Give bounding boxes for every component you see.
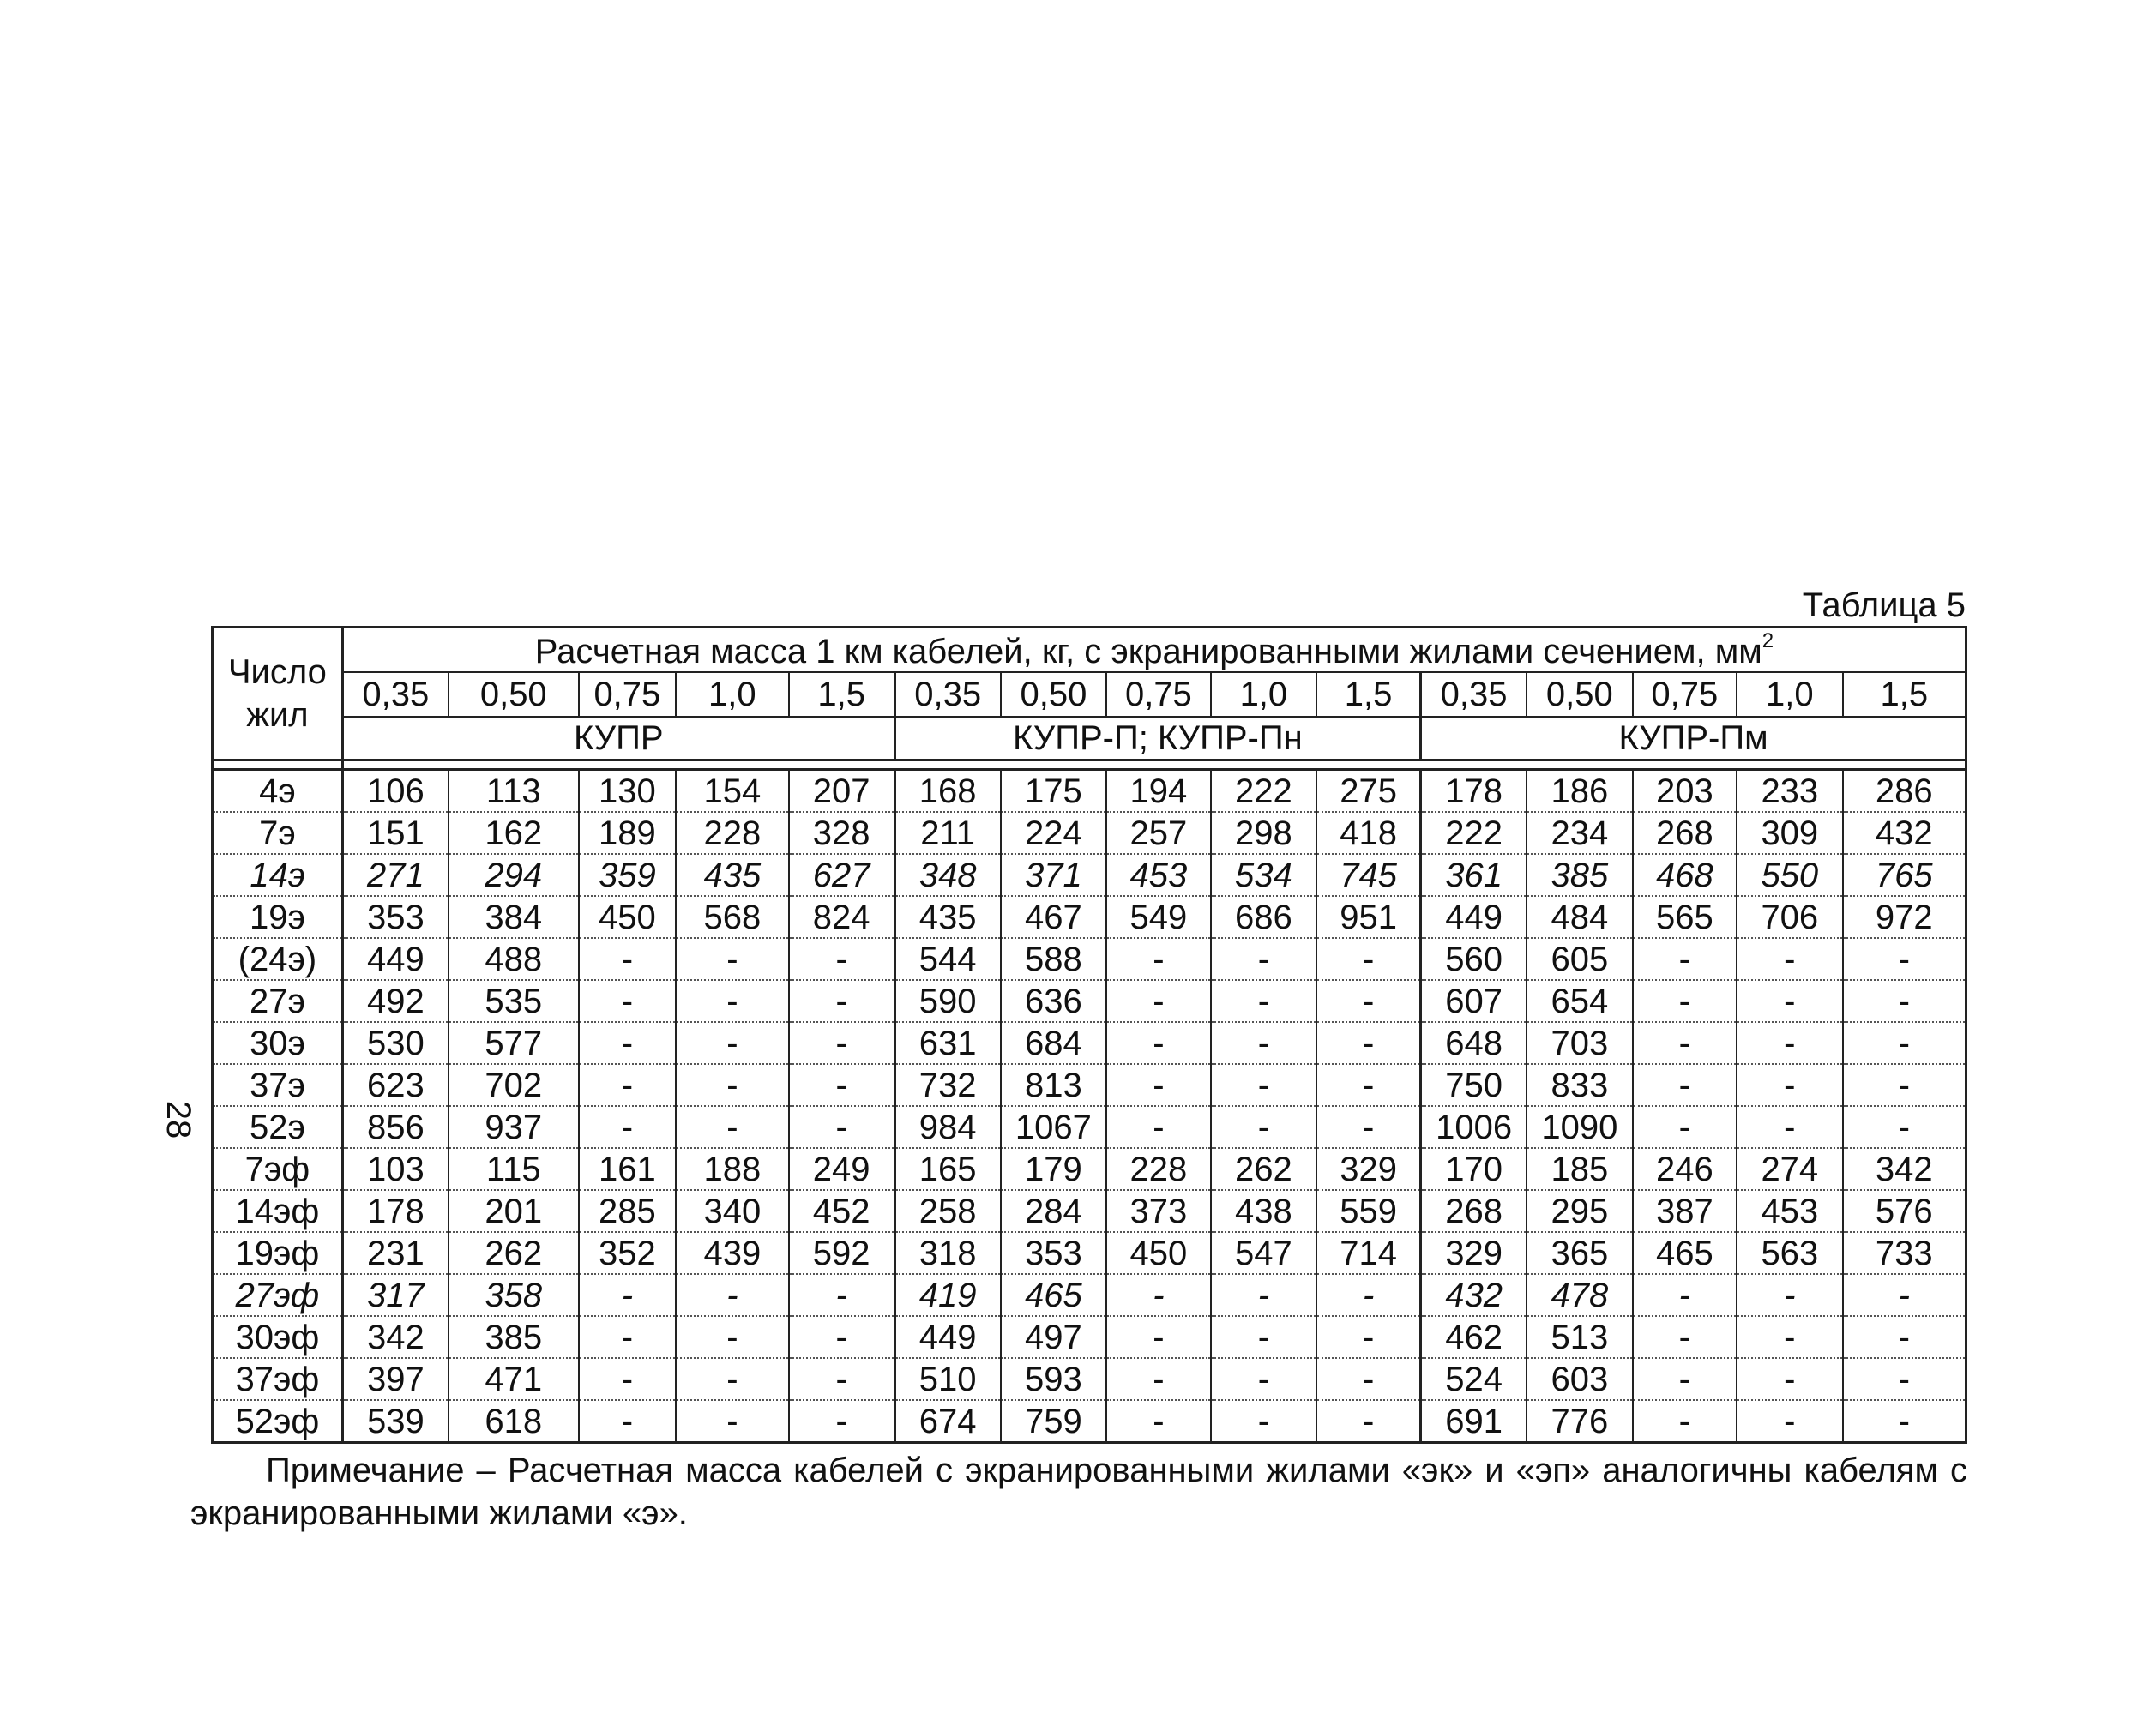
value-cell: - xyxy=(1633,1106,1737,1148)
value-cell: 733 xyxy=(1843,1232,1966,1274)
value-cell: 233 xyxy=(1737,770,1843,813)
row-label-text: Число жил xyxy=(227,653,327,734)
value-cell: - xyxy=(1737,1022,1843,1064)
value-cell: - xyxy=(1843,1316,1966,1358)
value-cell: 462 xyxy=(1421,1316,1527,1358)
value-cell: 371 xyxy=(1001,854,1107,896)
value-cell: 194 xyxy=(1106,770,1210,813)
table-row xyxy=(213,1400,1966,1443)
value-cell: 654 xyxy=(1527,980,1633,1022)
value-cell: - xyxy=(1316,1316,1420,1358)
value-cell: 648 xyxy=(1421,1022,1527,1064)
value-cell: - xyxy=(1843,1064,1966,1106)
value-cell: 340 xyxy=(676,1190,789,1232)
value-cell: 560 xyxy=(1421,938,1527,980)
value-cell: 450 xyxy=(1106,1232,1210,1274)
value-cell: 286 xyxy=(1843,770,1966,813)
row-label-cell: 30эф xyxy=(213,1316,343,1358)
value-cell: - xyxy=(1106,980,1210,1022)
value-cell: 577 xyxy=(449,1022,579,1064)
value-cell: 539 xyxy=(342,1400,449,1443)
value-cell: 329 xyxy=(1316,1148,1420,1190)
table-row xyxy=(213,1190,1966,1232)
value-cell: - xyxy=(579,1316,676,1358)
value-cell: 478 xyxy=(1527,1274,1633,1316)
value-cell: - xyxy=(1316,1022,1420,1064)
value-cell: - xyxy=(1737,980,1843,1022)
value-cell: - xyxy=(789,1022,895,1064)
value-cell: - xyxy=(1211,1064,1317,1106)
value-cell: 951 xyxy=(1316,896,1420,938)
value-cell: 732 xyxy=(894,1064,1001,1106)
value-cell: 706 xyxy=(1737,896,1843,938)
value-cell: 385 xyxy=(1527,854,1633,896)
value-cell: - xyxy=(1316,980,1420,1022)
value-cell: 228 xyxy=(1106,1148,1210,1190)
value-cell: - xyxy=(1106,1274,1210,1316)
value-cell: 151 xyxy=(342,812,449,854)
table-row xyxy=(213,1148,1966,1190)
value-cell: 568 xyxy=(676,896,789,938)
value-cell: 703 xyxy=(1527,1022,1633,1064)
section-header-cell: 0,35 xyxy=(1421,672,1527,717)
group-header-cell: КУПР-П; КУПР-Пн xyxy=(894,717,1420,760)
value-cell: - xyxy=(1843,938,1966,980)
value-cell: - xyxy=(579,1106,676,1148)
value-cell: 359 xyxy=(579,854,676,896)
value-cell: 201 xyxy=(449,1190,579,1232)
value-cell: 211 xyxy=(894,812,1001,854)
value-cell: 547 xyxy=(1211,1232,1317,1274)
section-header-cell: 0,35 xyxy=(342,672,449,717)
value-cell: - xyxy=(1211,938,1317,980)
row-label-cell: 19эф xyxy=(213,1232,343,1274)
value-cell: 168 xyxy=(894,770,1001,813)
value-cell: - xyxy=(676,938,789,980)
value-cell: 165 xyxy=(894,1148,1001,1190)
row-label-cell: 14э xyxy=(213,854,343,896)
value-cell: - xyxy=(1106,1022,1210,1064)
value-cell: 435 xyxy=(894,896,1001,938)
value-cell: 353 xyxy=(1001,1232,1107,1274)
row-label-cell: 30э xyxy=(213,1022,343,1064)
table-row xyxy=(213,1106,1966,1148)
value-cell: - xyxy=(676,1316,789,1358)
value-cell: 605 xyxy=(1527,938,1633,980)
header-row-label xyxy=(213,628,343,760)
value-cell: 130 xyxy=(579,770,676,813)
value-cell: 813 xyxy=(1001,1064,1107,1106)
value-cell: - xyxy=(1633,1358,1737,1400)
value-cell: 178 xyxy=(342,1190,449,1232)
value-cell: - xyxy=(1737,1316,1843,1358)
value-cell: 565 xyxy=(1633,896,1737,938)
value-cell: 1006 xyxy=(1421,1106,1527,1148)
value-cell: 432 xyxy=(1843,812,1966,854)
value-cell: - xyxy=(1211,1358,1317,1400)
value-cell: 765 xyxy=(1843,854,1966,896)
value-cell: 453 xyxy=(1106,854,1210,896)
value-cell: 588 xyxy=(1001,938,1107,980)
value-cell: 318 xyxy=(894,1232,1001,1274)
value-cell: - xyxy=(1843,1106,1966,1148)
value-cell: 358 xyxy=(449,1274,579,1316)
value-cell: - xyxy=(1211,980,1317,1022)
value-cell: 702 xyxy=(449,1064,579,1106)
value-cell: - xyxy=(1211,1274,1317,1316)
value-cell: 549 xyxy=(1106,896,1210,938)
value-cell: 222 xyxy=(1211,770,1317,813)
value-cell: 1090 xyxy=(1527,1106,1633,1148)
value-cell: 179 xyxy=(1001,1148,1107,1190)
value-cell: - xyxy=(1633,1274,1737,1316)
section-header-cell: 0,50 xyxy=(449,672,579,717)
value-cell: 550 xyxy=(1737,854,1843,896)
row-label-cell: 27эф xyxy=(213,1274,343,1316)
value-cell: 231 xyxy=(342,1232,449,1274)
value-cell: 631 xyxy=(894,1022,1001,1064)
value-cell: 592 xyxy=(789,1232,895,1274)
value-cell: 271 xyxy=(342,854,449,896)
value-cell: 295 xyxy=(1527,1190,1633,1232)
value-cell: 342 xyxy=(342,1316,449,1358)
value-cell: 207 xyxy=(789,770,895,813)
row-label-cell: 37э xyxy=(213,1064,343,1106)
value-cell: 418 xyxy=(1316,812,1420,854)
section-header-cell: 1,5 xyxy=(1843,672,1966,717)
value-cell: 465 xyxy=(1001,1274,1107,1316)
value-cell: 189 xyxy=(579,812,676,854)
value-cell: - xyxy=(789,1400,895,1443)
table-row xyxy=(213,980,1966,1022)
value-cell: - xyxy=(676,1400,789,1443)
value-cell: - xyxy=(1316,1106,1420,1148)
value-cell: 387 xyxy=(1633,1190,1737,1232)
table-row xyxy=(213,1232,1966,1274)
value-cell: 373 xyxy=(1106,1190,1210,1232)
value-cell: - xyxy=(579,1400,676,1443)
cable-mass-table xyxy=(211,626,1967,1444)
value-cell: 745 xyxy=(1316,854,1420,896)
value-cell: - xyxy=(1737,1274,1843,1316)
value-cell: - xyxy=(1633,1064,1737,1106)
value-cell: 249 xyxy=(789,1148,895,1190)
value-cell: 484 xyxy=(1527,896,1633,938)
value-cell: 524 xyxy=(1421,1358,1527,1400)
value-cell: 186 xyxy=(1527,770,1633,813)
value-cell: 268 xyxy=(1421,1190,1527,1232)
row-label-cell: 7эф xyxy=(213,1148,343,1190)
value-cell: 937 xyxy=(449,1106,579,1148)
value-cell: - xyxy=(579,1022,676,1064)
value-cell: 691 xyxy=(1421,1400,1527,1443)
value-cell: - xyxy=(1737,1064,1843,1106)
value-cell: 353 xyxy=(342,896,449,938)
table-row xyxy=(213,1316,1966,1358)
row-label-cell: 37эф xyxy=(213,1358,343,1400)
value-cell: - xyxy=(1843,1400,1966,1443)
value-cell: 492 xyxy=(342,980,449,1022)
value-cell: 530 xyxy=(342,1022,449,1064)
group-header-cell: КУПР-Пм xyxy=(1421,717,1966,760)
value-cell: 175 xyxy=(1001,770,1107,813)
value-cell: 972 xyxy=(1843,896,1966,938)
value-cell: - xyxy=(1316,1064,1420,1106)
value-cell: 352 xyxy=(579,1232,676,1274)
value-cell: 268 xyxy=(1633,812,1737,854)
value-cell: 453 xyxy=(1737,1190,1843,1232)
value-cell: 449 xyxy=(342,938,449,980)
value-cell: - xyxy=(1106,1106,1210,1148)
table-row xyxy=(213,1064,1966,1106)
row-label-cell: 27э xyxy=(213,980,343,1022)
value-cell: 593 xyxy=(1001,1358,1107,1400)
table-row xyxy=(213,1274,1966,1316)
value-cell: 328 xyxy=(789,812,895,854)
section-header-cell: 0,50 xyxy=(1527,672,1633,717)
value-cell: 603 xyxy=(1527,1358,1633,1400)
value-cell: 329 xyxy=(1421,1232,1527,1274)
value-cell: - xyxy=(676,1064,789,1106)
value-cell: 984 xyxy=(894,1106,1001,1148)
row-label-cell: 7э xyxy=(213,812,343,854)
value-cell: - xyxy=(676,1358,789,1400)
value-cell: - xyxy=(789,1064,895,1106)
value-cell: 776 xyxy=(1527,1400,1633,1443)
value-cell: - xyxy=(1106,938,1210,980)
header-title xyxy=(342,628,1966,673)
table-row xyxy=(213,854,1966,896)
value-cell: 714 xyxy=(1316,1232,1420,1274)
value-cell: 298 xyxy=(1211,812,1317,854)
value-cell: - xyxy=(1633,938,1737,980)
value-cell: - xyxy=(676,1022,789,1064)
section-header-cell: 0,50 xyxy=(1001,672,1107,717)
value-cell: - xyxy=(579,1274,676,1316)
table-row xyxy=(213,938,1966,980)
value-cell: 750 xyxy=(1421,1064,1527,1106)
value-cell: 607 xyxy=(1421,980,1527,1022)
value-cell: 384 xyxy=(449,896,579,938)
value-cell: - xyxy=(1316,1400,1420,1443)
value-cell: 294 xyxy=(449,854,579,896)
value-cell: 674 xyxy=(894,1400,1001,1443)
value-cell: - xyxy=(676,1106,789,1148)
value-cell: - xyxy=(676,980,789,1022)
value-cell: - xyxy=(789,1106,895,1148)
value-cell: - xyxy=(789,1274,895,1316)
value-cell: 348 xyxy=(894,854,1001,896)
group-header-cell: КУПР xyxy=(342,717,894,760)
value-cell: - xyxy=(1633,1316,1737,1358)
value-cell: - xyxy=(1737,1358,1843,1400)
page-number: 28 xyxy=(160,1100,197,1139)
value-cell: - xyxy=(1633,980,1737,1022)
table-row xyxy=(213,896,1966,938)
value-cell: - xyxy=(579,1358,676,1400)
value-cell: 449 xyxy=(1421,896,1527,938)
section-header-cell: 0,75 xyxy=(1106,672,1210,717)
section-header-cell: 1,0 xyxy=(1737,672,1843,717)
value-cell: 317 xyxy=(342,1274,449,1316)
value-cell: 106 xyxy=(342,770,449,813)
value-cell: 1067 xyxy=(1001,1106,1107,1148)
value-cell: 178 xyxy=(1421,770,1527,813)
table-row xyxy=(213,812,1966,854)
value-cell: 627 xyxy=(789,854,895,896)
value-cell: 438 xyxy=(1211,1190,1317,1232)
value-cell: 535 xyxy=(449,980,579,1022)
value-cell: 465 xyxy=(1633,1232,1737,1274)
value-cell: 432 xyxy=(1421,1274,1527,1316)
row-label-cell: 52э xyxy=(213,1106,343,1148)
value-cell: 170 xyxy=(1421,1148,1527,1190)
value-cell: 154 xyxy=(676,770,789,813)
value-cell: 262 xyxy=(1211,1148,1317,1190)
value-cell: 618 xyxy=(449,1400,579,1443)
value-cell: - xyxy=(1843,1274,1966,1316)
value-cell: 510 xyxy=(894,1358,1001,1400)
value-cell: - xyxy=(1211,1022,1317,1064)
header-title-text: Расчетная масса 1 км кабелей, кг, с экранированными жилами сечением, мм xyxy=(534,633,1762,670)
header-title-superscript: 2 xyxy=(1762,629,1774,652)
value-cell: - xyxy=(579,980,676,1022)
value-cell: 534 xyxy=(1211,854,1317,896)
value-cell: - xyxy=(789,938,895,980)
value-cell: 224 xyxy=(1001,812,1107,854)
value-cell: 188 xyxy=(676,1148,789,1190)
table-row xyxy=(213,770,1966,813)
row-label-cell: 19э xyxy=(213,896,343,938)
value-cell: - xyxy=(1737,938,1843,980)
value-cell: 246 xyxy=(1633,1148,1737,1190)
row-label-cell: 14эф xyxy=(213,1190,343,1232)
value-cell: 435 xyxy=(676,854,789,896)
value-cell: 257 xyxy=(1106,812,1210,854)
value-cell: 856 xyxy=(342,1106,449,1148)
value-cell: - xyxy=(789,1358,895,1400)
section-header-cell: 1,5 xyxy=(789,672,895,717)
value-cell: 309 xyxy=(1737,812,1843,854)
value-cell: 113 xyxy=(449,770,579,813)
value-cell: 833 xyxy=(1527,1064,1633,1106)
value-cell: - xyxy=(1843,980,1966,1022)
value-cell: 258 xyxy=(894,1190,1001,1232)
value-cell: 228 xyxy=(676,812,789,854)
section-header-cell: 0,75 xyxy=(1633,672,1737,717)
value-cell: 684 xyxy=(1001,1022,1107,1064)
value-cell: 513 xyxy=(1527,1316,1633,1358)
value-cell: 439 xyxy=(676,1232,789,1274)
value-cell: 468 xyxy=(1633,854,1737,896)
table-caption: Таблица 5 xyxy=(1802,586,1966,624)
value-cell: - xyxy=(1843,1022,1966,1064)
value-cell: - xyxy=(1316,1358,1420,1400)
section-header-cell: 1,0 xyxy=(676,672,789,717)
value-cell: - xyxy=(1316,1274,1420,1316)
value-cell: - xyxy=(1633,1400,1737,1443)
value-cell: - xyxy=(579,1064,676,1106)
value-cell: 759 xyxy=(1001,1400,1107,1443)
value-cell: 471 xyxy=(449,1358,579,1400)
table-row xyxy=(213,1358,1966,1400)
value-cell: - xyxy=(789,980,895,1022)
value-cell: 488 xyxy=(449,938,579,980)
value-cell: 419 xyxy=(894,1274,1001,1316)
value-cell: 103 xyxy=(342,1148,449,1190)
value-cell: 467 xyxy=(1001,896,1107,938)
value-cell: 686 xyxy=(1211,896,1317,938)
value-cell: 285 xyxy=(579,1190,676,1232)
value-cell: 563 xyxy=(1737,1232,1843,1274)
row-label-cell: (24э) xyxy=(213,938,343,980)
value-cell: - xyxy=(1211,1400,1317,1443)
table-row xyxy=(213,1022,1966,1064)
value-cell: - xyxy=(789,1316,895,1358)
section-header-cell: 1,0 xyxy=(1211,672,1317,717)
value-cell: - xyxy=(1316,938,1420,980)
value-cell: 284 xyxy=(1001,1190,1107,1232)
value-cell: 342 xyxy=(1843,1148,1966,1190)
table-note: Примечание – Расчетная масса кабелей с экранированными жилами «эк» и «эп» аналогичны кабелям с экранированными жилами «э». xyxy=(190,1452,1967,1532)
value-cell: 185 xyxy=(1527,1148,1633,1190)
value-cell: 623 xyxy=(342,1064,449,1106)
row-label-cell: 52эф xyxy=(213,1400,343,1443)
value-cell: 222 xyxy=(1421,812,1527,854)
value-cell: - xyxy=(1211,1106,1317,1148)
value-cell: - xyxy=(1106,1358,1210,1400)
value-cell: 450 xyxy=(579,896,676,938)
value-cell: - xyxy=(1106,1064,1210,1106)
value-cell: 824 xyxy=(789,896,895,938)
value-cell: - xyxy=(579,938,676,980)
section-header-cell: 0,75 xyxy=(579,672,676,717)
value-cell: 274 xyxy=(1737,1148,1843,1190)
value-cell: 365 xyxy=(1527,1232,1633,1274)
value-cell: 203 xyxy=(1633,770,1737,813)
value-cell: - xyxy=(1106,1316,1210,1358)
value-cell: - xyxy=(1106,1400,1210,1443)
value-cell: 497 xyxy=(1001,1316,1107,1358)
value-cell: 115 xyxy=(449,1148,579,1190)
section-header-cell: 1,5 xyxy=(1316,672,1420,717)
value-cell: - xyxy=(1633,1022,1737,1064)
section-header-cell: 0,35 xyxy=(894,672,1001,717)
value-cell: 636 xyxy=(1001,980,1107,1022)
value-cell: 590 xyxy=(894,980,1001,1022)
value-cell: 544 xyxy=(894,938,1001,980)
value-cell: - xyxy=(1211,1316,1317,1358)
value-cell: - xyxy=(676,1274,789,1316)
value-cell: - xyxy=(1843,1358,1966,1400)
value-cell: 161 xyxy=(579,1148,676,1190)
value-cell: 262 xyxy=(449,1232,579,1274)
value-cell: 452 xyxy=(789,1190,895,1232)
value-cell: 397 xyxy=(342,1358,449,1400)
value-cell: 275 xyxy=(1316,770,1420,813)
value-cell: 162 xyxy=(449,812,579,854)
value-cell: - xyxy=(1737,1106,1843,1148)
row-label-cell: 4э xyxy=(213,770,343,813)
value-cell: 385 xyxy=(449,1316,579,1358)
value-cell: 361 xyxy=(1421,854,1527,896)
value-cell: 576 xyxy=(1843,1190,1966,1232)
value-cell: 234 xyxy=(1527,812,1633,854)
value-cell: 449 xyxy=(894,1316,1001,1358)
value-cell: 559 xyxy=(1316,1190,1420,1232)
value-cell: - xyxy=(1737,1400,1843,1443)
